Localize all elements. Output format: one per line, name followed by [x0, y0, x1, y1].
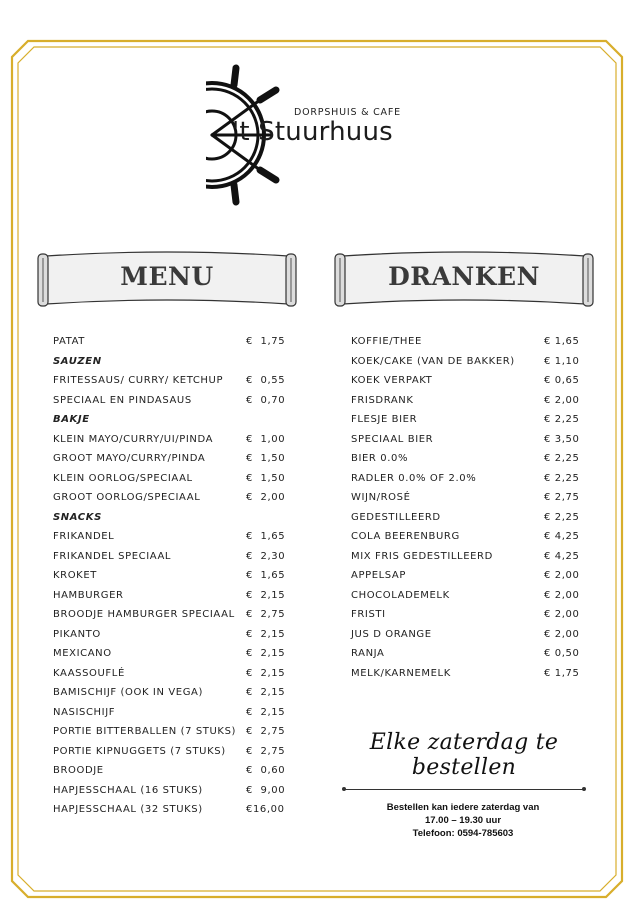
- item-name: MIX FRIS GEDESTILLEERD: [351, 550, 493, 562]
- list-item: [53, 586, 286, 606]
- item-name: PATAT: [53, 336, 85, 347]
- list-item: [53, 800, 283, 820]
- item-price: € 2,00: [544, 570, 580, 581]
- item-name: WIJN/ROSÉ: [351, 492, 411, 503]
- list-item: [53, 430, 286, 450]
- list-item: [351, 527, 581, 547]
- list-item: [53, 391, 286, 411]
- item-name: SNACKS: [53, 511, 102, 523]
- item-name: NASISCHIJF: [53, 706, 116, 718]
- item-price: € 3,50: [544, 433, 580, 445]
- item-price: € 1,65: [246, 531, 286, 542]
- list-item: [53, 547, 286, 567]
- list-item: [351, 371, 581, 391]
- item-name: JUS D ORANGE: [351, 628, 432, 640]
- item-name: HAMBURGER: [53, 589, 124, 601]
- item-price: € 0,70: [246, 394, 286, 406]
- item-price: € 2,00: [544, 609, 580, 620]
- item-price: € 0,50: [544, 648, 580, 659]
- item-name: FRIKANDEL SPECIAAL: [53, 550, 172, 562]
- item-price: € 2,15: [246, 667, 286, 679]
- item-price: € 2,75: [246, 609, 286, 620]
- list-item: [351, 332, 581, 352]
- item-price: € 2,15: [246, 706, 286, 718]
- list-item: [53, 781, 286, 801]
- list-item: [53, 605, 286, 625]
- item-name: PIKANTO: [53, 628, 101, 640]
- item-name: MELK/KARNEMELK: [351, 667, 451, 679]
- item-name: BIER 0.0%: [351, 453, 409, 464]
- item-name: KOEK VERPAKT: [351, 375, 433, 386]
- promo-phone: Telefoon: 0594-785603: [412, 828, 514, 839]
- promo-script-heading: Elke zaterdag te bestellen: [369, 730, 559, 780]
- item-price: € 1,00: [246, 433, 286, 445]
- item-price: € 1,50: [246, 453, 286, 464]
- drinks-title: DRANKEN: [388, 262, 540, 291]
- promo-line-1: Bestellen kan iedere zaterdag van: [386, 802, 540, 813]
- item-name: FRIKANDEL: [53, 531, 115, 542]
- item-price: € 4,25: [544, 550, 580, 562]
- list-item: [53, 683, 286, 703]
- list-item: [351, 644, 581, 664]
- item-name: GROOT OORLOG/SPECIAAL: [53, 492, 201, 503]
- item-price: € 2,00: [544, 394, 580, 406]
- menu-section-heading: [53, 508, 283, 528]
- item-price: € 0,60: [246, 765, 286, 776]
- list-item: [53, 664, 286, 684]
- list-item: [351, 449, 581, 469]
- item-price: € 2,15: [246, 648, 286, 659]
- list-item: [53, 469, 286, 489]
- list-item: [351, 547, 581, 567]
- item-name: SPECIAAL EN PINDASAUS: [53, 394, 192, 406]
- list-item: [351, 410, 581, 430]
- item-name: PORTIE BITTERBALLEN (7 STUKS): [53, 726, 237, 737]
- item-name: GROOT MAYO/CURRY/PINDA: [53, 453, 206, 464]
- item-name: KOEK/CAKE (VAN DE BAKKER): [351, 355, 515, 367]
- list-item: [351, 566, 581, 586]
- list-item: [53, 644, 286, 664]
- item-name: MEXICANO: [53, 648, 112, 659]
- item-price: € 2,75: [246, 745, 286, 757]
- menu-list: [53, 332, 286, 820]
- item-price: € 1,50: [246, 472, 286, 484]
- list-item: [351, 430, 581, 450]
- item-name: PORTIE KIPNUGGETS (7 STUKS): [53, 745, 226, 757]
- promo-line-2: 17.00 – 19.30 uur: [424, 815, 502, 826]
- list-item: [53, 625, 286, 645]
- item-name: KOFFIE/THEE: [351, 336, 422, 347]
- list-item: [53, 488, 286, 508]
- list-item: [53, 527, 286, 547]
- item-name: COLA BEERENBURG: [351, 531, 460, 542]
- item-name: BROODJE HAMBURGER SPECIAAL: [53, 609, 235, 620]
- brand-name: 't Stuurhuus: [232, 117, 393, 147]
- menu-section-heading: [53, 410, 283, 430]
- item-name: GEDESTILLEERD: [351, 511, 441, 523]
- menu-banner: [36, 250, 298, 312]
- item-name: SPECIAAL BIER: [351, 433, 434, 445]
- item-price: € 2,00: [544, 589, 580, 601]
- item-price: € 4,25: [544, 531, 580, 542]
- item-name: BAMISCHIJF (OOK IN VEGA): [53, 687, 203, 698]
- item-price: € 2,30: [246, 550, 286, 562]
- item-price: € 2,15: [246, 687, 286, 698]
- item-price: € 2,00: [246, 492, 286, 503]
- list-item: [53, 332, 286, 352]
- list-item: [351, 352, 581, 372]
- drinks-list: [351, 332, 581, 683]
- item-name: KAASSOUFLÉ: [53, 667, 125, 679]
- item-price: € 1,65: [544, 336, 580, 347]
- item-name: RADLER 0.0% OF 2.0%: [351, 472, 477, 484]
- list-item: [53, 722, 286, 742]
- item-name: FLESJE BIER: [351, 414, 418, 425]
- list-item: [351, 586, 581, 606]
- item-price: € 2,25: [544, 453, 580, 464]
- item-name: KLEIN OORLOG/SPECIAAL: [53, 472, 193, 484]
- item-price: € 0,55: [246, 375, 286, 386]
- list-item: [351, 625, 581, 645]
- item-price: € 2,75: [246, 726, 286, 737]
- item-price: €16,00: [246, 804, 285, 815]
- list-item: [53, 371, 286, 391]
- item-price: € 2,25: [544, 511, 580, 523]
- item-price: € 9,00: [246, 784, 286, 796]
- item-name: RANJA: [351, 648, 385, 659]
- list-item: [53, 703, 286, 723]
- item-name: APPELSAP: [351, 570, 406, 581]
- item-price: € 2,15: [246, 628, 286, 640]
- item-name: FRITESSAUS/ CURRY/ KETCHUP: [53, 375, 224, 386]
- item-name: KLEIN MAYO/CURRY/UI/PINDA: [53, 433, 214, 445]
- list-item: [351, 488, 581, 508]
- item-price: € 2,25: [544, 472, 580, 484]
- item-name: BROODJE: [53, 765, 104, 776]
- item-price: € 2,00: [544, 628, 580, 640]
- list-item: [53, 566, 286, 586]
- item-name: BAKJE: [53, 414, 90, 425]
- item-name: CHOCOLADEMELK: [351, 589, 450, 601]
- list-item: [53, 449, 286, 469]
- item-price: € 2,75: [544, 492, 580, 503]
- item-name: HAPJESSCHAAL (16 STUKS): [53, 784, 203, 796]
- brand-tagline: DORPSHUIS & CAFE: [294, 107, 401, 118]
- list-item: [53, 742, 286, 762]
- menu-title: MENU: [120, 262, 214, 291]
- item-price: € 1,10: [544, 355, 580, 367]
- divider: [344, 789, 584, 790]
- list-item: [351, 605, 581, 625]
- item-price: € 1,75: [544, 667, 580, 679]
- item-price: € 2,25: [544, 414, 580, 425]
- menu-section-heading: [53, 352, 283, 372]
- item-name: FRISTI: [351, 609, 386, 620]
- list-item: [351, 664, 581, 684]
- item-name: SAUZEN: [53, 355, 102, 367]
- item-price: € 1,75: [246, 336, 286, 347]
- item-name: FRISDRANK: [351, 394, 414, 406]
- item-price: € 2,15: [246, 589, 286, 601]
- item-price: € 1,65: [246, 570, 286, 581]
- drinks-banner: [333, 250, 595, 312]
- item-name: KROKET: [53, 570, 97, 581]
- list-item: [351, 469, 581, 489]
- list-item: [351, 391, 581, 411]
- list-item: [351, 508, 581, 528]
- item-price: € 0,65: [544, 375, 580, 386]
- list-item: [53, 761, 286, 781]
- item-name: HAPJESSCHAAL (32 STUKS): [53, 804, 203, 815]
